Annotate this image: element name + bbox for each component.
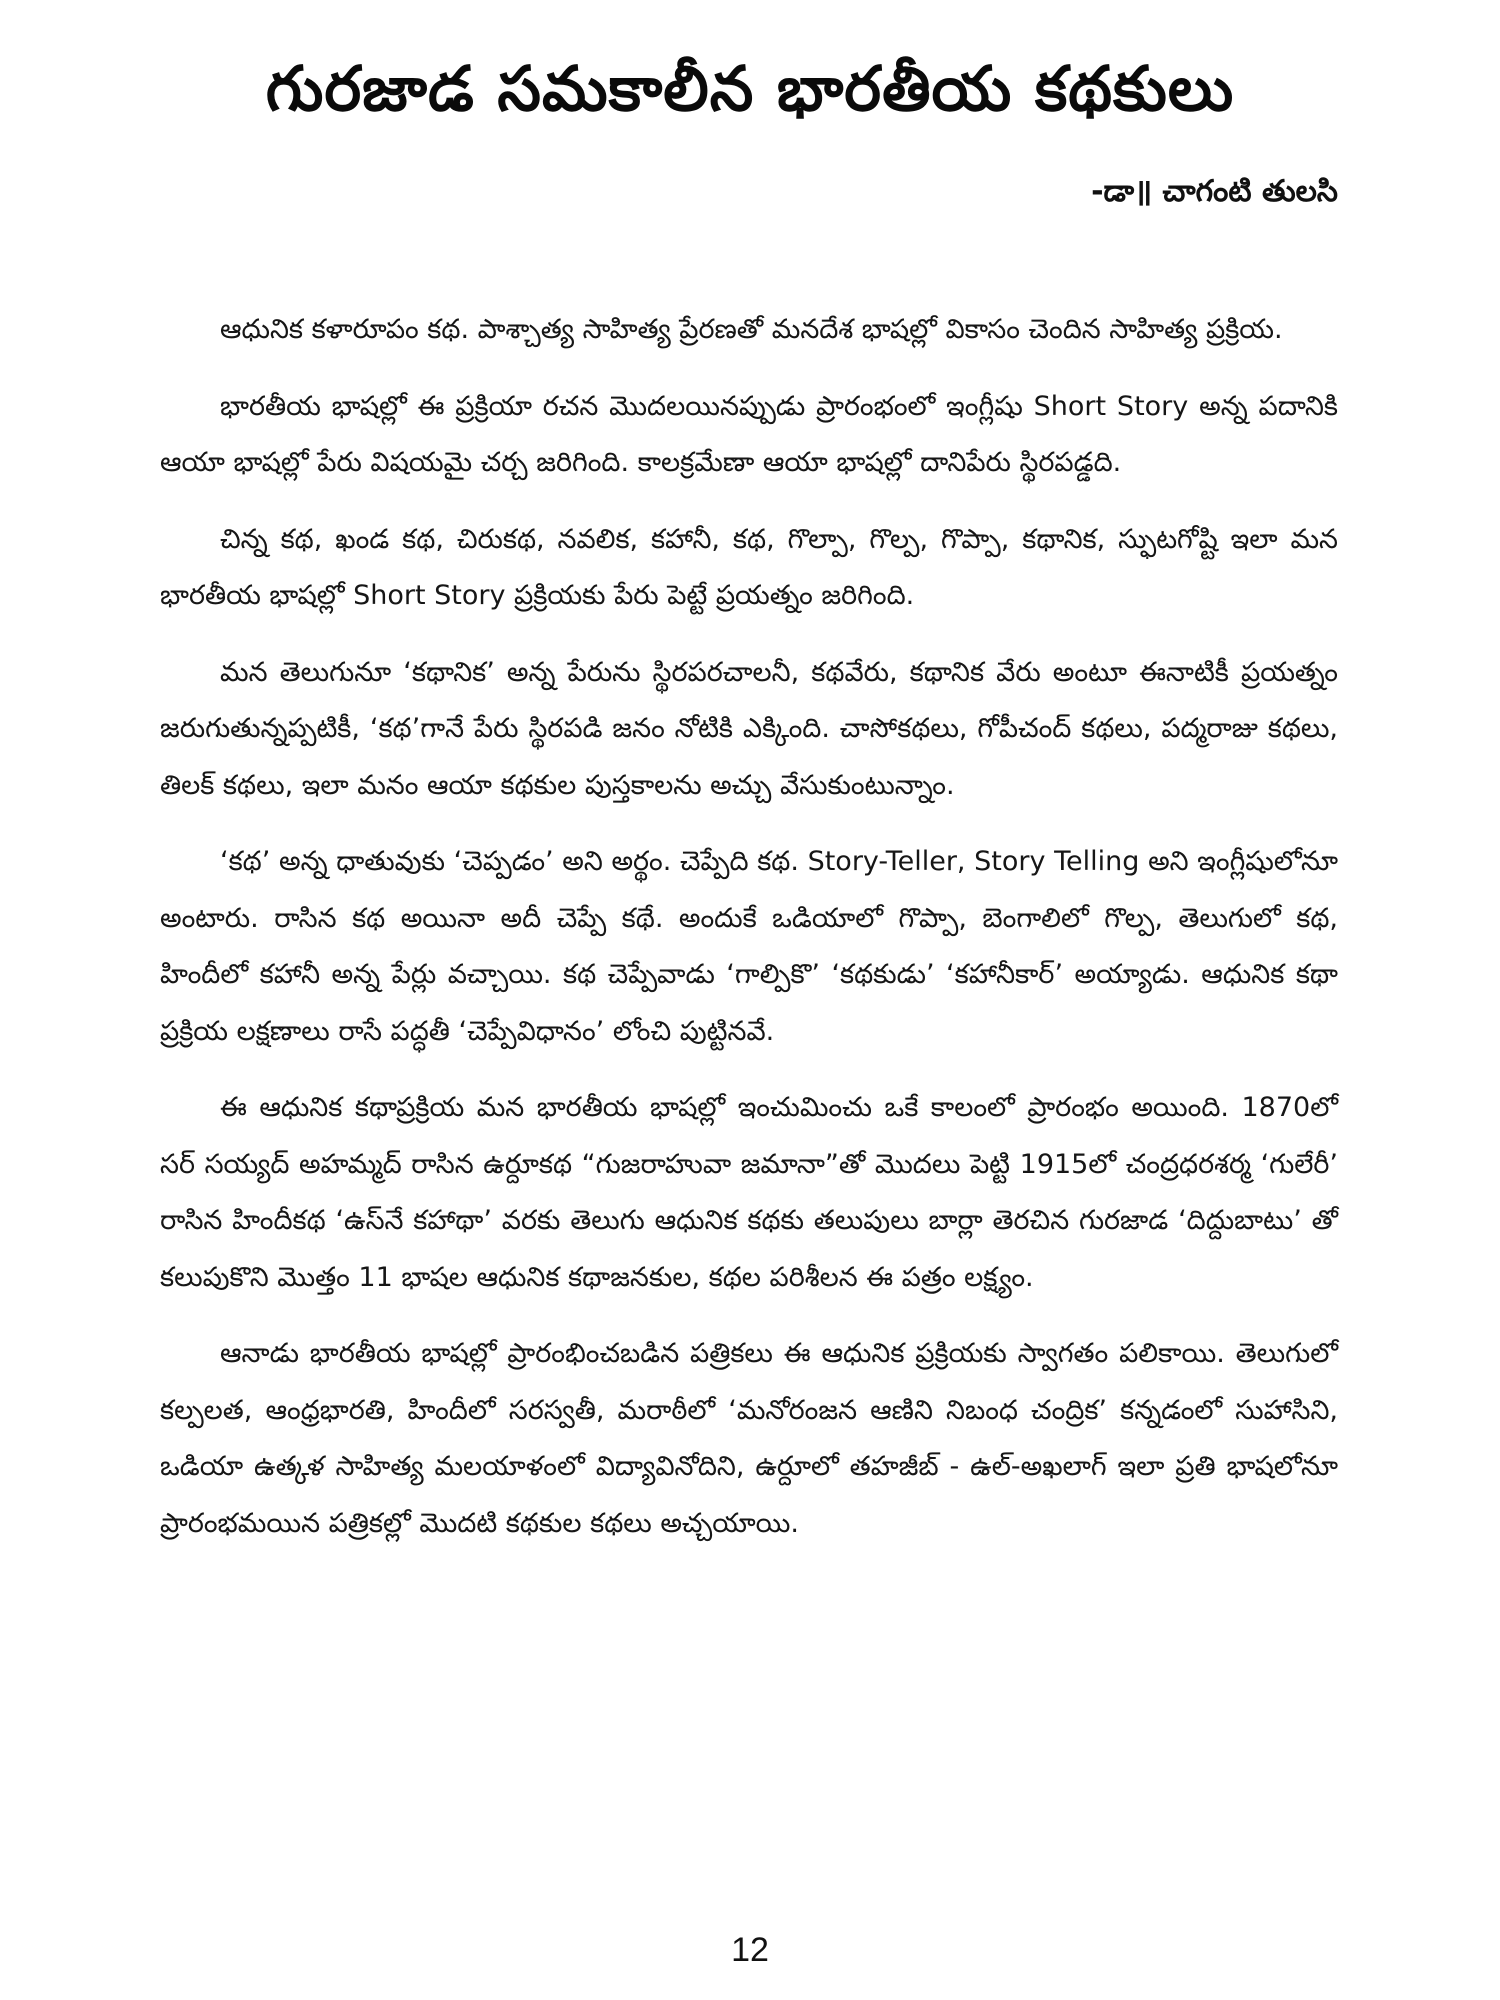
paragraph-6: ఈ ఆధునిక కథాప్రక్రియ మన భారతీయ భాషల్లో ఇంచుమించు ఒకే కాలంలో ప్రారంభం అయింది. 1870లో సర్ సయ్యద్ అహమ్మద్ రాసిన ఉర్దూకథ “గుజరాహువా జమానా”తో మొదలు పెట్టి 1915లో చంద్రధరశర్మ ‘గులేరీ’ రాసిన హిందీకథ ‘ఉస్‌నే కహాథా’ వరకు తెలుగు ఆధునిక కథకు తలుపులు బార్లా తెరచిన గురజాడ ‘దిద్దుబాటు’ తో కలుపుకొని మొత్తం 11 భాషల ఆధునిక కథాజనకుల, కథల పరిశీలన ఈ పత్రం లక్ష్యం.: [160, 1092, 1338, 1293]
paragraph-7: ఆనాడు భారతీయ భాషల్లో ప్రారంభించబడిన పత్రికలు ఈ ఆధునిక ప్రక్రియకు స్వాగతం పలికాయి. తెలుగులో కల్పలత, ఆంధ్రభారతి, హిందీలో సరస్వతీ, మరాఠీలో ‘మనోరంజన ఆణిని నిబంధ చంద్రిక’ కన్నడంలో సుహాసిని, ఒడియా ఉత్కళ సాహిత్య మలయాళంలో విద్యావినోదిని, ఉర్దూలో తహజీబ్ - ఉల్-అఖలాగ్ ఇలా ప్రతి భాషలోనూ ప్రారంభమయిన పత్రికల్లో మొదటి కథకుల కథలు అచ్చయాయి.: [160, 1338, 1338, 1539]
paragraph-5: ‘కథ’ అన్న ధాతువుకు ‘చెప్పడం’ అని అర్థం. చెప్పేది కథ. Story-Teller, Story Telling అని ఇంగ్లీషులోనూ అంటారు. రాసిన కథ అయినా అదీ చెప్పే కథే. అందుకే ఒడియాలో గొప్పా, బెంగాలిలో గొల్ప, తెలుగులో కథ, హిందీలో కహానీ అన్న పేర్లు వచ్చాయి. కథ చెప్పేవాడు ‘గాల్పికొ’ ‘కథకుడు’ ‘కహానీకార్’ అయ్యాడు. ఆధునిక కథా ప్రక్రియ లక్షణాలు రాసే పద్ధతీ ‘చెప్పేవిధానం’ లోంచి పుట్టినవే.: [160, 846, 1338, 1047]
paragraph-3: చిన్న కథ, ఖండ కథ, చిరుకథ, నవలిక, కహానీ, కథ, గొల్పా, గొల్ప, గొప్పా, కథానిక, స్ఫుటగోష్టి ఇలా మన భారతీయ భాషల్లో Short Story ప్రక్రియకు పేరు పెట్టే ప్రయత్నం జరిగింది.: [160, 523, 1338, 611]
author-byline: -డా॥ చాగంటి తులసి: [1091, 174, 1338, 209]
paragraph-2: భారతీయ భాషల్లో ఈ ప్రక్రియా రచన మొదలయినప్పుడు ప్రారంభంలో ఇంగ్లీషు Short Story అన్న పదానికి ఆయా భాషల్లో పేరు విషయమై చర్చ జరిగింది. కాలక్రమేణా ఆయా భాషల్లో దానిపేరు స్థిరపడ్డది.: [160, 390, 1338, 478]
paragraph-4: మన తెలుగునూ ‘కథానిక’ అన్న పేరును స్థిరపరచాలనీ, కథవేరు, కథానిక వేరు అంటూ ఈనాటికీ ప్రయత్నం జరుగుతున్నప్పటికీ, ‘కథ’గానే పేరు స్థిరపడి జనం నోటికి ఎక్కింది. చాసోకథలు, గోపీచంద్ కథలు, పద్మరాజు కథలు, తిలక్ కథలు, ఇలా మనం ఆయా కథకుల పుస్తకాలను అచ్చు వేసుకుంటున్నాం.: [160, 656, 1338, 801]
page-number: 12: [731, 1931, 769, 1969]
page-title: గురజాడ సమకాలీన భారతీయ కథకులు: [265, 52, 1235, 125]
paragraph-1: ఆధునిక కళారూపం కథ. పాశ్చాత్య సాహిత్య ప్రేరణతో మనదేశ భాషల్లో వికాసం చెందిన సాహిత్య ప్రక్రియ.: [220, 314, 1283, 345]
article-body: [160, 302, 1338, 1572]
